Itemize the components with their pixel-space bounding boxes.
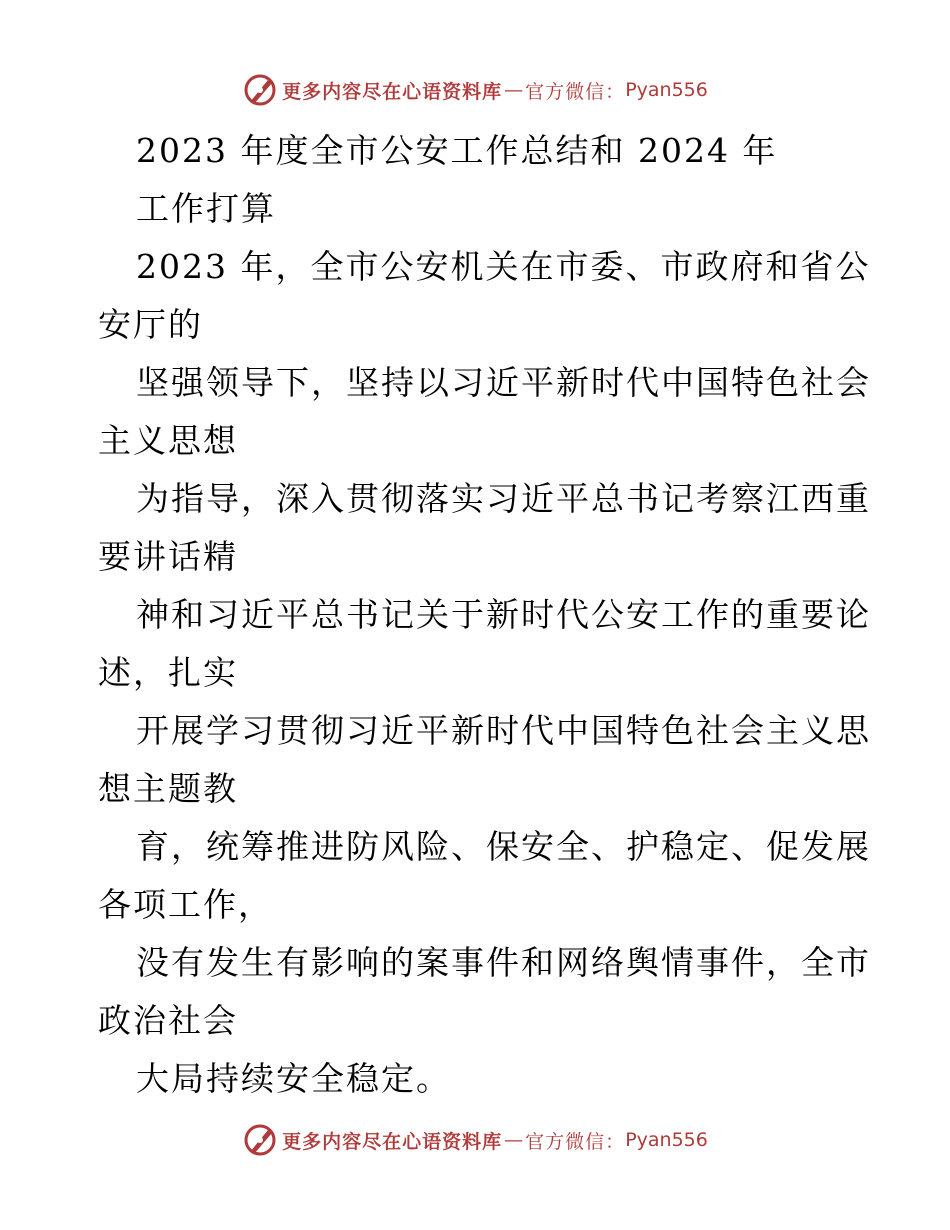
- text-line: 2023 年，全市公安机关在市委、市政府和省公: [136, 247, 871, 286]
- banner-wechat-id: Pyan556: [625, 1129, 708, 1151]
- text-line: 为指导，深入贯彻落实习近平总书记考察江西重: [136, 479, 871, 518]
- text-line: 坚强领导下，坚持以习近平新时代中国特色社会: [136, 363, 871, 402]
- pen-circle-logo-icon: [242, 72, 278, 108]
- banner-label: 官方微信：: [525, 1130, 626, 1153]
- banner-text: 更多内容尽在心语资料库: [282, 80, 503, 103]
- text-line: 大局持续安全稳定。: [136, 1059, 451, 1098]
- text-line: 想主题教: [98, 769, 238, 808]
- text-line: 各项工作，: [98, 885, 273, 924]
- text-line: 工作打算: [136, 189, 276, 228]
- banner-text: 更多内容尽在心语资料库: [282, 1130, 503, 1153]
- text-line: 要讲话精: [98, 537, 238, 576]
- text-line: 政治社会: [98, 1001, 238, 1040]
- text-line: 神和习近平总书记关于新时代公安工作的重要论: [136, 595, 871, 634]
- banner-dash: —: [504, 1129, 524, 1151]
- footer-banner: [0, 1120, 950, 1160]
- text-line: 述，扎实: [98, 653, 238, 692]
- header-banner: [0, 70, 950, 110]
- document-body: [98, 122, 871, 1108]
- text-line: 安厅的: [98, 305, 203, 344]
- text-line: 开展学习贯彻习近平新时代中国特色社会主义思: [136, 711, 871, 750]
- banner-wechat-id: Pyan556: [625, 79, 708, 101]
- text-line: 主义思想: [98, 421, 238, 460]
- pen-circle-logo-icon: [242, 1122, 278, 1158]
- banner-label: 官方微信：: [525, 80, 626, 103]
- banner-dash: —: [504, 79, 524, 101]
- text-line: 没有发生有影响的案事件和网络舆情事件，全市: [136, 943, 871, 982]
- text-line: 2023 年度全市公安工作总结和 2024 年: [136, 131, 778, 170]
- text-line: 育，统筹推进防风险、保安全、护稳定、促发展: [136, 827, 871, 866]
